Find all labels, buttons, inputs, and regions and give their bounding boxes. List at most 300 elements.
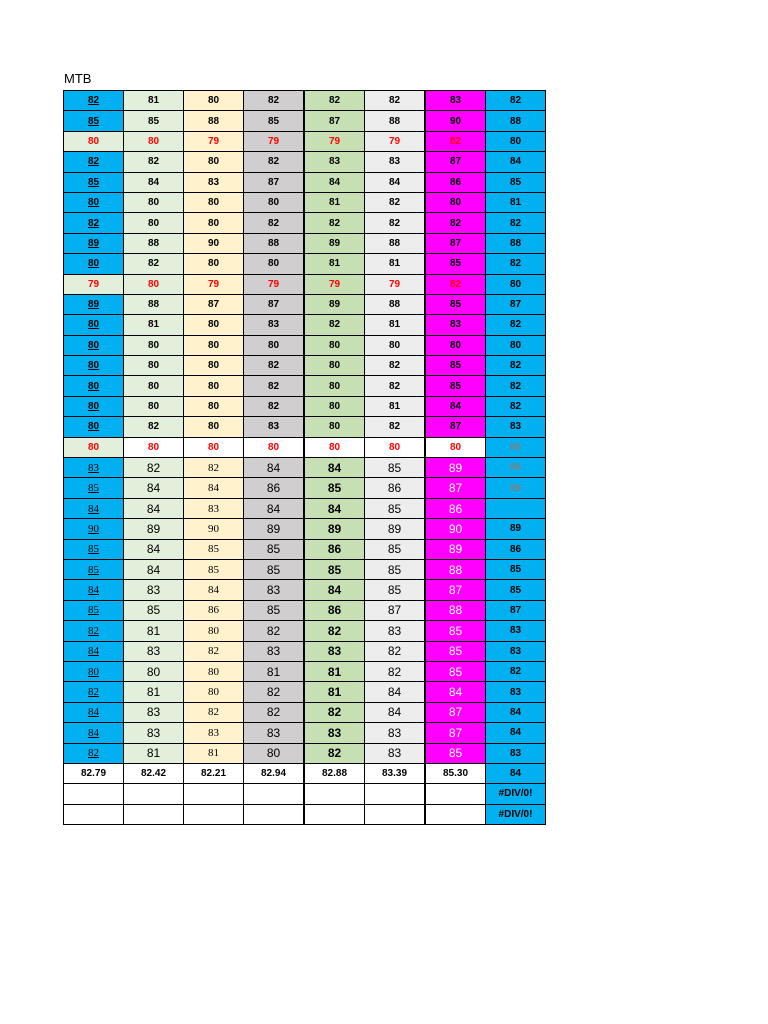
error-row	[64, 804, 546, 824]
table-cell[interactable]: 79	[304, 131, 365, 151]
table-cell[interactable]: 84	[244, 498, 305, 518]
table-cell[interactable]: 80	[184, 152, 244, 172]
table-cell[interactable]: 80	[244, 743, 305, 763]
table-cell[interactable]: 86	[425, 498, 486, 518]
average-cell[interactable]: 85.30	[425, 763, 486, 783]
table-cell[interactable]: 85	[425, 661, 486, 681]
table-cell[interactable]: 80	[486, 335, 546, 355]
table-cell[interactable]: 82	[244, 621, 305, 641]
table-cell[interactable]: 82	[64, 743, 124, 763]
table-cell[interactable]: 81	[304, 682, 365, 702]
table-cell[interactable]: 85	[365, 458, 426, 478]
table-cell[interactable]: 81	[124, 682, 184, 702]
error-cell[interactable]: #DIV/0!	[486, 784, 546, 804]
table-cell[interactable]: 80	[184, 335, 244, 355]
table-cell[interactable]: 82	[184, 458, 244, 478]
table-cell[interactable]: 81	[365, 396, 426, 416]
table-cell[interactable]: 82	[244, 213, 305, 233]
table-cell[interactable]: 82	[244, 91, 305, 111]
table-cell[interactable]: 82	[365, 91, 426, 111]
table-cell[interactable]: 82	[425, 131, 486, 151]
table-cell[interactable]: 80	[124, 661, 184, 681]
table-cell[interactable]: 87	[425, 152, 486, 172]
table-cell[interactable]: 88	[486, 111, 546, 131]
table-cell[interactable]: 80	[244, 254, 305, 274]
table-cell[interactable]: 84	[124, 539, 184, 559]
table-cell[interactable]: 86	[486, 539, 546, 559]
table-cell[interactable]: 82	[486, 356, 546, 376]
table-cell[interactable]: 80	[64, 315, 124, 335]
score-table-body	[64, 91, 546, 825]
table-cell[interactable]: 85	[64, 600, 124, 620]
table-cell[interactable]: 88	[425, 559, 486, 579]
table-cell[interactable]: 80	[304, 437, 365, 457]
table-cell[interactable]: 79	[64, 274, 124, 294]
table-cell[interactable]: 85	[244, 111, 305, 131]
table-cell[interactable]: 80	[184, 417, 244, 437]
average-cell[interactable]: 82.94	[244, 763, 305, 783]
averages-row	[64, 763, 546, 783]
table-cell[interactable]: 79	[365, 131, 426, 151]
table-cell[interactable]: 80	[184, 192, 244, 212]
table-cell[interactable]: 84	[365, 682, 426, 702]
table-cell[interactable]: 80	[124, 396, 184, 416]
table-cell[interactable]: 86	[184, 600, 244, 620]
table-cell[interactable]: 87	[304, 111, 365, 131]
table-cell[interactable]: 83	[244, 417, 305, 437]
table-cell[interactable]: 82	[304, 315, 365, 335]
table-cell[interactable]: 86	[486, 478, 546, 498]
table-row	[64, 91, 546, 111]
table-cell[interactable]: 82	[244, 356, 305, 376]
table-cell[interactable]: 80	[124, 356, 184, 376]
table-cell[interactable]: 82	[244, 152, 305, 172]
table-cell[interactable]: 90	[64, 519, 124, 539]
table-cell[interactable]: 85	[64, 111, 124, 131]
table-cell[interactable]: 85	[425, 621, 486, 641]
table-cell[interactable]: 89	[124, 519, 184, 539]
table-cell[interactable]: 82	[64, 682, 124, 702]
table-cell[interactable]: 81	[124, 621, 184, 641]
table-cell[interactable]: 87	[425, 417, 486, 437]
table-cell[interactable]: 82	[365, 417, 426, 437]
table-cell[interactable]: 84	[304, 498, 365, 518]
table-cell[interactable]: 82	[124, 417, 184, 437]
table-cell[interactable]: 81	[304, 254, 365, 274]
table-row	[64, 254, 546, 274]
table-cell[interactable]: 85	[486, 559, 546, 579]
table-cell[interactable]: 81	[365, 315, 426, 335]
table-cell[interactable]: 85	[244, 600, 305, 620]
table-row	[64, 702, 546, 722]
table-cell[interactable]: 83	[184, 498, 244, 518]
table-cell[interactable]: 82	[184, 702, 244, 722]
table-cell[interactable]: 82	[365, 356, 426, 376]
table-cell[interactable]: 85	[365, 498, 426, 518]
table-row	[64, 743, 546, 763]
average-cell[interactable]: 82.42	[124, 763, 184, 783]
table-cell[interactable]: 81	[365, 254, 426, 274]
table-cell[interactable]: 80	[304, 396, 365, 416]
table-cell[interactable]: 85	[425, 294, 486, 314]
table-cell[interactable]: 80	[124, 213, 184, 233]
table-cell[interactable]: 87	[425, 478, 486, 498]
table-cell[interactable]: 80	[64, 335, 124, 355]
table-cell[interactable]: 87	[365, 600, 426, 620]
table-cell[interactable]: 90	[425, 111, 486, 131]
table-cell[interactable]: 85	[64, 539, 124, 559]
table-cell[interactable]: 89	[425, 539, 486, 559]
table-cell[interactable]: 90	[425, 519, 486, 539]
table-cell[interactable]: 87	[425, 233, 486, 253]
table-cell[interactable]: 83	[244, 641, 305, 661]
table-cell[interactable]: 85	[425, 641, 486, 661]
table-cell[interactable]: 84	[304, 580, 365, 600]
table-cell[interactable]: 86	[425, 172, 486, 192]
table-cell[interactable]: 80	[425, 437, 486, 457]
table-cell[interactable]: 84	[365, 702, 426, 722]
table-cell[interactable]: 81	[304, 192, 365, 212]
table-cell[interactable]: 82	[304, 213, 365, 233]
table-row	[64, 559, 546, 579]
table-cell[interactable]: 83	[486, 417, 546, 437]
table-row	[64, 458, 546, 478]
table-cell[interactable]: 85	[425, 254, 486, 274]
table-cell[interactable]: 87	[425, 723, 486, 743]
table-cell[interactable]: 83	[124, 723, 184, 743]
table-row	[64, 661, 546, 681]
table-cell[interactable]: 80	[244, 437, 305, 457]
table-cell[interactable]: 80	[184, 621, 244, 641]
table-cell[interactable]: 83	[365, 152, 426, 172]
table-cell[interactable]: 88	[124, 294, 184, 314]
table-cell[interactable]: 79	[184, 131, 244, 151]
table-cell[interactable]: 84	[425, 396, 486, 416]
table-cell[interactable]: 80	[64, 376, 124, 396]
table-cell[interactable]: 84	[486, 702, 546, 722]
table-cell[interactable]: 88	[244, 233, 305, 253]
table-cell[interactable]: 84	[64, 702, 124, 722]
table-cell[interactable]: 84	[486, 723, 546, 743]
table-cell[interactable]: 83	[304, 152, 365, 172]
table-cell[interactable]: 82	[365, 641, 426, 661]
table-cell[interactable]: 88	[365, 233, 426, 253]
table-cell[interactable]: 90	[184, 233, 244, 253]
table-cell[interactable]: 80	[304, 417, 365, 437]
table-cell[interactable]: 80	[64, 396, 124, 416]
table-cell[interactable]: 86	[304, 539, 365, 559]
table-cell[interactable]: 80	[304, 356, 365, 376]
table-cell[interactable]: 85	[425, 376, 486, 396]
table-cell[interactable]: 79	[244, 131, 305, 151]
table-cell[interactable]: 84	[486, 152, 546, 172]
table-cell[interactable]: 83	[486, 621, 546, 641]
table-cell[interactable]: 85	[304, 478, 365, 498]
table-cell[interactable]: 83	[244, 315, 305, 335]
table-cell[interactable]: 86	[304, 600, 365, 620]
table-cell[interactable]: 84	[64, 580, 124, 600]
average-cell[interactable]: 82.88	[304, 763, 365, 783]
table-cell[interactable]: 80	[184, 376, 244, 396]
table-cell[interactable]: 81	[486, 192, 546, 212]
table-cell[interactable]: 82	[64, 152, 124, 172]
table-cell[interactable]: 83	[184, 172, 244, 192]
table-cell[interactable]: 79	[304, 274, 365, 294]
table-cell[interactable]: 84	[64, 641, 124, 661]
table-cell[interactable]: 79	[365, 274, 426, 294]
table-cell[interactable]: 83	[486, 682, 546, 702]
table-cell[interactable]: 82	[486, 315, 546, 335]
table-cell[interactable]: 85	[124, 111, 184, 131]
table-cell[interactable]: 89	[304, 233, 365, 253]
table-cell[interactable]: 83	[244, 723, 305, 743]
table-cell[interactable]: 85	[244, 559, 305, 579]
table-row	[64, 131, 546, 151]
table-cell[interactable]: 85	[64, 478, 124, 498]
empty-cell	[244, 804, 305, 824]
table-cell[interactable]: 83	[365, 621, 426, 641]
table-cell[interactable]: 80	[365, 335, 426, 355]
table-cell[interactable]: 80	[124, 335, 184, 355]
table-cell[interactable]: 84	[124, 172, 184, 192]
table-cell[interactable]: 80	[64, 192, 124, 212]
table-cell[interactable]: 85	[124, 600, 184, 620]
table-cell[interactable]: 85	[64, 172, 124, 192]
table-row	[64, 192, 546, 212]
table-cell[interactable]: 80	[244, 335, 305, 355]
table-cell[interactable]: 86	[365, 478, 426, 498]
table-cell[interactable]: 80	[425, 192, 486, 212]
table-cell[interactable]: 80	[64, 131, 124, 151]
table-cell[interactable]: 90	[184, 519, 244, 539]
table-cell[interactable]: 84	[304, 458, 365, 478]
average-cell[interactable]: 82.21	[184, 763, 244, 783]
table-cell[interactable]: 82	[425, 274, 486, 294]
table-cell[interactable]: 85	[365, 539, 426, 559]
table-cell[interactable]: 80	[64, 417, 124, 437]
table-cell[interactable]: 82	[64, 213, 124, 233]
table-cell[interactable]: 80	[244, 192, 305, 212]
table-cell[interactable]: 83	[425, 91, 486, 111]
table-cell[interactable]: 82	[486, 213, 546, 233]
table-cell[interactable]: 85	[304, 559, 365, 579]
table-cell[interactable]: 88	[425, 600, 486, 620]
table-cell[interactable]: 89	[425, 458, 486, 478]
table-cell[interactable]: 80	[64, 661, 124, 681]
table-cell[interactable]: 83	[486, 641, 546, 661]
table-cell[interactable]: 88	[365, 111, 426, 131]
table-cell[interactable]: 89	[244, 519, 305, 539]
table-cell[interactable]: 80	[304, 335, 365, 355]
table-cell[interactable]: 85	[184, 539, 244, 559]
average-cell[interactable]: 84	[486, 763, 546, 783]
table-cell[interactable]: 81	[304, 661, 365, 681]
table-cell[interactable]: 79	[184, 274, 244, 294]
table-cell[interactable]: 80	[184, 437, 244, 457]
table-cell[interactable]: 82	[365, 661, 426, 681]
table-cell[interactable]: 80	[486, 437, 546, 457]
table-cell[interactable]: 80	[184, 315, 244, 335]
table-cell[interactable]: 82	[304, 743, 365, 763]
table-cell[interactable]: 82	[486, 254, 546, 274]
table-cell[interactable]: 83	[486, 743, 546, 763]
table-cell[interactable]: 83	[365, 743, 426, 763]
table-cell[interactable]: 80	[64, 254, 124, 274]
table-cell[interactable]: 80	[184, 682, 244, 702]
table-cell[interactable]	[486, 498, 546, 518]
table-cell[interactable]: 80	[184, 254, 244, 274]
empty-cell	[64, 784, 124, 804]
table-cell[interactable]: 85	[365, 580, 426, 600]
table-cell[interactable]: 82	[124, 458, 184, 478]
table-cell[interactable]: 80	[184, 356, 244, 376]
table-cell[interactable]: 80	[425, 335, 486, 355]
table-cell[interactable]: 88	[365, 294, 426, 314]
table-cell[interactable]: 82	[184, 641, 244, 661]
table-cell[interactable]: 80	[184, 213, 244, 233]
table-cell[interactable]: 80	[486, 274, 546, 294]
table-cell[interactable]: 84	[244, 458, 305, 478]
table-cell[interactable]: 84	[184, 580, 244, 600]
table-cell[interactable]: 84	[124, 498, 184, 518]
table-cell[interactable]: 82	[124, 152, 184, 172]
empty-cell	[304, 784, 365, 804]
table-cell[interactable]: 89	[304, 294, 365, 314]
table-cell[interactable]: 82	[304, 621, 365, 641]
table-cell[interactable]: 87	[486, 600, 546, 620]
table-cell[interactable]: 89	[64, 233, 124, 253]
average-cell[interactable]: 82.79	[64, 763, 124, 783]
table-cell[interactable]: 85	[425, 743, 486, 763]
table-cell[interactable]: 87	[425, 702, 486, 722]
table-cell[interactable]: 81	[244, 661, 305, 681]
table-cell[interactable]: 81	[124, 743, 184, 763]
table-cell[interactable]: 80	[184, 661, 244, 681]
table-cell[interactable]: 87	[244, 294, 305, 314]
table-cell[interactable]: 82	[124, 254, 184, 274]
table-cell[interactable]: 80	[124, 437, 184, 457]
table-cell[interactable]: 80	[64, 356, 124, 376]
table-cell[interactable]: 85	[184, 559, 244, 579]
table-cell[interactable]: 81	[124, 315, 184, 335]
table-cell[interactable]: 87	[184, 294, 244, 314]
table-cell[interactable]: 84	[124, 559, 184, 579]
table-cell[interactable]: 82	[304, 702, 365, 722]
table-cell[interactable]: 83	[304, 641, 365, 661]
error-cell[interactable]: #DIV/0!	[486, 804, 546, 824]
table-cell[interactable]: 87	[486, 294, 546, 314]
table-cell[interactable]: 82	[425, 213, 486, 233]
table-cell[interactable]: 83	[124, 580, 184, 600]
error-row	[64, 784, 546, 804]
table-cell[interactable]: 85	[486, 580, 546, 600]
table-row	[64, 213, 546, 233]
table-cell[interactable]: 89	[486, 519, 546, 539]
table-cell[interactable]: 85	[425, 356, 486, 376]
table-cell[interactable]: 82	[244, 376, 305, 396]
table-cell[interactable]: 82	[365, 213, 426, 233]
table-cell[interactable]: 82	[486, 396, 546, 416]
table-cell[interactable]: 80	[365, 437, 426, 457]
table-cell[interactable]: 84	[184, 478, 244, 498]
table-cell[interactable]: 84	[304, 172, 365, 192]
table-cell[interactable]: 85	[64, 559, 124, 579]
table-cell[interactable]: 82	[304, 91, 365, 111]
table-row	[64, 315, 546, 335]
table-cell[interactable]: 82	[365, 376, 426, 396]
table-cell[interactable]: 84	[124, 478, 184, 498]
table-cell[interactable]: 84	[425, 682, 486, 702]
table-cell[interactable]: 86	[486, 458, 546, 478]
table-cell[interactable]: 84	[365, 172, 426, 192]
table-cell[interactable]: 82	[365, 192, 426, 212]
table-cell[interactable]: 83	[425, 315, 486, 335]
table-cell[interactable]: 79	[244, 274, 305, 294]
table-cell[interactable]: 82	[244, 396, 305, 416]
table-cell[interactable]: 82	[244, 702, 305, 722]
table-cell[interactable]: 89	[64, 294, 124, 314]
table-cell[interactable]: 85	[244, 539, 305, 559]
table-cell[interactable]: 82	[244, 682, 305, 702]
table-cell[interactable]: 85	[365, 559, 426, 579]
table-cell[interactable]: 80	[124, 192, 184, 212]
table-cell[interactable]: 83	[365, 723, 426, 743]
table-cell[interactable]: 89	[304, 519, 365, 539]
table-cell[interactable]: 88	[486, 233, 546, 253]
empty-cell	[64, 804, 124, 824]
table-cell[interactable]: 88	[184, 111, 244, 131]
table-cell[interactable]: 83	[124, 641, 184, 661]
table-row	[64, 519, 546, 539]
table-cell[interactable]: 82	[486, 376, 546, 396]
table-cell[interactable]: 81	[184, 743, 244, 763]
table-cell[interactable]: 83	[124, 702, 184, 722]
empty-cell	[425, 804, 486, 824]
table-cell[interactable]: 83	[64, 458, 124, 478]
table-cell[interactable]: 83	[304, 723, 365, 743]
table-cell[interactable]: 87	[244, 172, 305, 192]
table-cell[interactable]: 82	[64, 91, 124, 111]
table-cell[interactable]: 82	[486, 91, 546, 111]
table-cell[interactable]: 84	[64, 498, 124, 518]
average-cell[interactable]: 83.39	[365, 763, 426, 783]
table-cell[interactable]: 80	[184, 396, 244, 416]
table-cell[interactable]: 88	[124, 233, 184, 253]
table-cell[interactable]: 89	[365, 519, 426, 539]
table-cell[interactable]: 80	[304, 376, 365, 396]
table-cell[interactable]: 80	[184, 91, 244, 111]
table-cell[interactable]: 80	[124, 274, 184, 294]
table-cell[interactable]: 82	[64, 621, 124, 641]
table-cell[interactable]: 80	[124, 376, 184, 396]
table-cell[interactable]: 85	[486, 172, 546, 192]
table-cell[interactable]: 86	[244, 478, 305, 498]
table-row	[64, 274, 546, 294]
empty-cell	[184, 784, 244, 804]
table-row	[64, 437, 546, 457]
table-cell[interactable]: 83	[184, 723, 244, 743]
table-cell[interactable]: 80	[64, 437, 124, 457]
table-cell[interactable]: 87	[425, 580, 486, 600]
table-row	[64, 641, 546, 661]
table-cell[interactable]: 80	[486, 131, 546, 151]
table-cell[interactable]: 80	[124, 131, 184, 151]
table-cell[interactable]: 84	[64, 723, 124, 743]
table-cell[interactable]: 83	[244, 580, 305, 600]
score-table	[63, 90, 546, 825]
table-cell[interactable]: 81	[124, 91, 184, 111]
table-cell[interactable]: 82	[486, 661, 546, 681]
